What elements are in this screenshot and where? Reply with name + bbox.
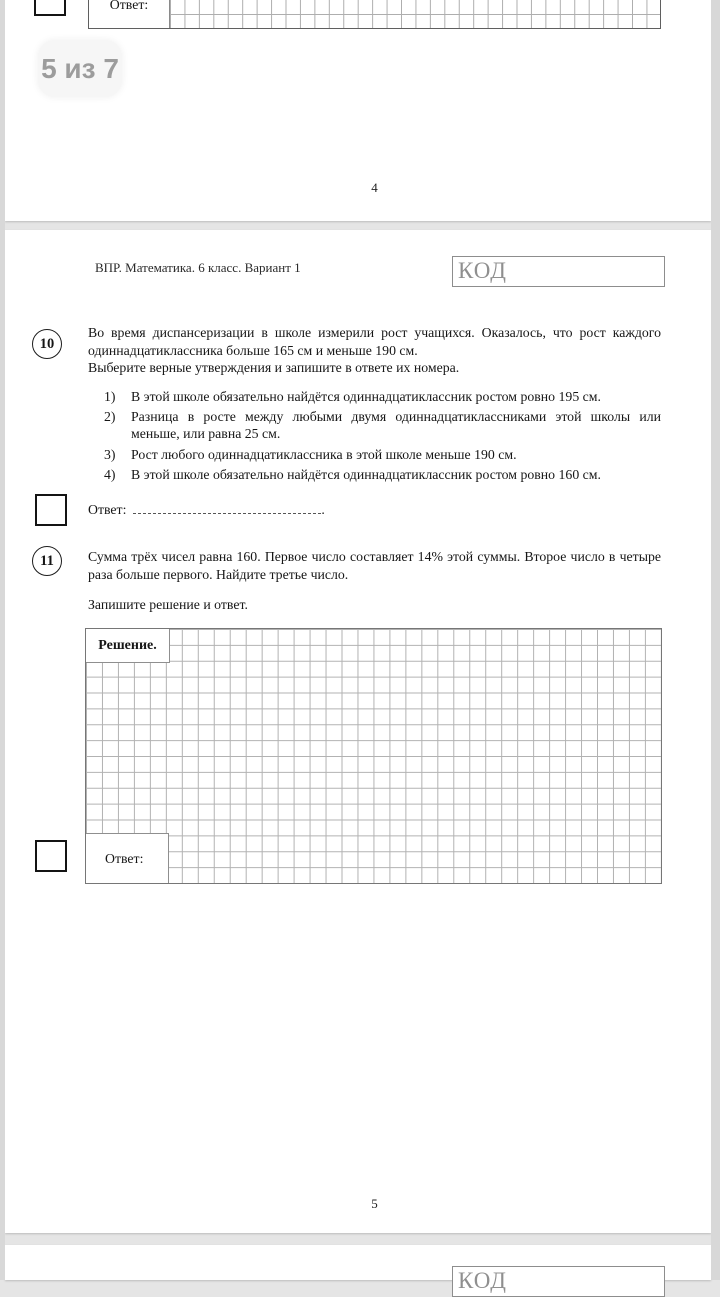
task10-answer-row xyxy=(88,500,325,518)
answer-label: Ответ: xyxy=(89,0,170,28)
option-row xyxy=(88,446,661,464)
option-row xyxy=(88,388,661,406)
task10-text: Во время диспансеризации в школе измерили рост учащихся. Оказалось, что рост каждого одиннадцатиклассника больше 165 см и меньше 190 см. xyxy=(88,325,661,358)
option-text: В этой школе обязательно найдётся одиннадцатиклассник ростом ровно 160 см. xyxy=(131,466,601,482)
page-6[interactable] xyxy=(5,1245,711,1293)
page-5[interactable] xyxy=(5,230,711,1233)
page-4[interactable] xyxy=(5,0,711,221)
solution-label: Решение. xyxy=(98,637,157,653)
answer-grid-table xyxy=(88,0,661,29)
task11-instruction: Запишите решение и ответ. xyxy=(88,597,248,613)
option-text: В этой школе обязательно найдётся одиннадцатиклассник ростом ровно 195 см. xyxy=(131,388,601,404)
kod-field xyxy=(452,1266,665,1297)
kod-label: КОД xyxy=(458,1268,507,1293)
option-text: Рост любого одиннадцатиклассника в этой школе меньше 190 см. xyxy=(131,446,517,462)
expert-mark-checkbox xyxy=(34,0,66,16)
answer-label: Ответ: xyxy=(105,850,144,866)
option-text: Разница в росте между любыми двумя одиннадцатиклассниками этой школы или меньше, или равна 25 см. xyxy=(131,408,661,442)
task11-text: Сумма трёх чисел равна 160. Первое число составляет 14% этой суммы. Второе число в четыре раза больше первого. Найдите третье число. xyxy=(88,549,661,582)
option-number: 3) xyxy=(104,446,116,462)
kod-field xyxy=(452,256,665,287)
expert-mark-checkbox xyxy=(35,840,67,872)
page-number: 4 xyxy=(371,180,378,195)
option-row xyxy=(88,466,661,484)
solution-grid xyxy=(85,628,662,884)
task11-number: 11 xyxy=(40,552,54,569)
task10-number-circle xyxy=(32,329,62,359)
page-indicator-badge: 5 из 7 xyxy=(38,40,122,97)
option-number: 2) xyxy=(104,408,116,424)
option-number: 1) xyxy=(104,388,116,404)
task10-block xyxy=(88,324,661,486)
option-number: 4) xyxy=(104,466,116,482)
task11-block xyxy=(88,548,661,614)
task10-options xyxy=(88,388,661,483)
solution-label-box xyxy=(86,629,170,663)
doc-header: ВПР. Математика. 6 класс. Вариант 1 xyxy=(95,260,301,275)
answer-blank-line xyxy=(133,500,321,514)
grid-answer-box xyxy=(86,833,169,883)
task10-instruction: Выберите верные утверждения и запишите в ответе их номера. xyxy=(88,360,460,376)
task10-number: 10 xyxy=(39,335,55,352)
page-number: 5 xyxy=(371,1196,378,1211)
kod-label: КОД xyxy=(458,258,507,283)
answer-label: Ответ: xyxy=(88,502,127,517)
answer-line-period: . xyxy=(321,502,325,517)
option-row xyxy=(88,408,661,443)
task11-number-circle xyxy=(32,546,62,576)
viewer-left-margin xyxy=(0,0,5,1280)
expert-mark-checkbox xyxy=(35,494,67,526)
viewer-right-margin xyxy=(711,0,720,1280)
answer-cell-grid xyxy=(170,0,660,28)
